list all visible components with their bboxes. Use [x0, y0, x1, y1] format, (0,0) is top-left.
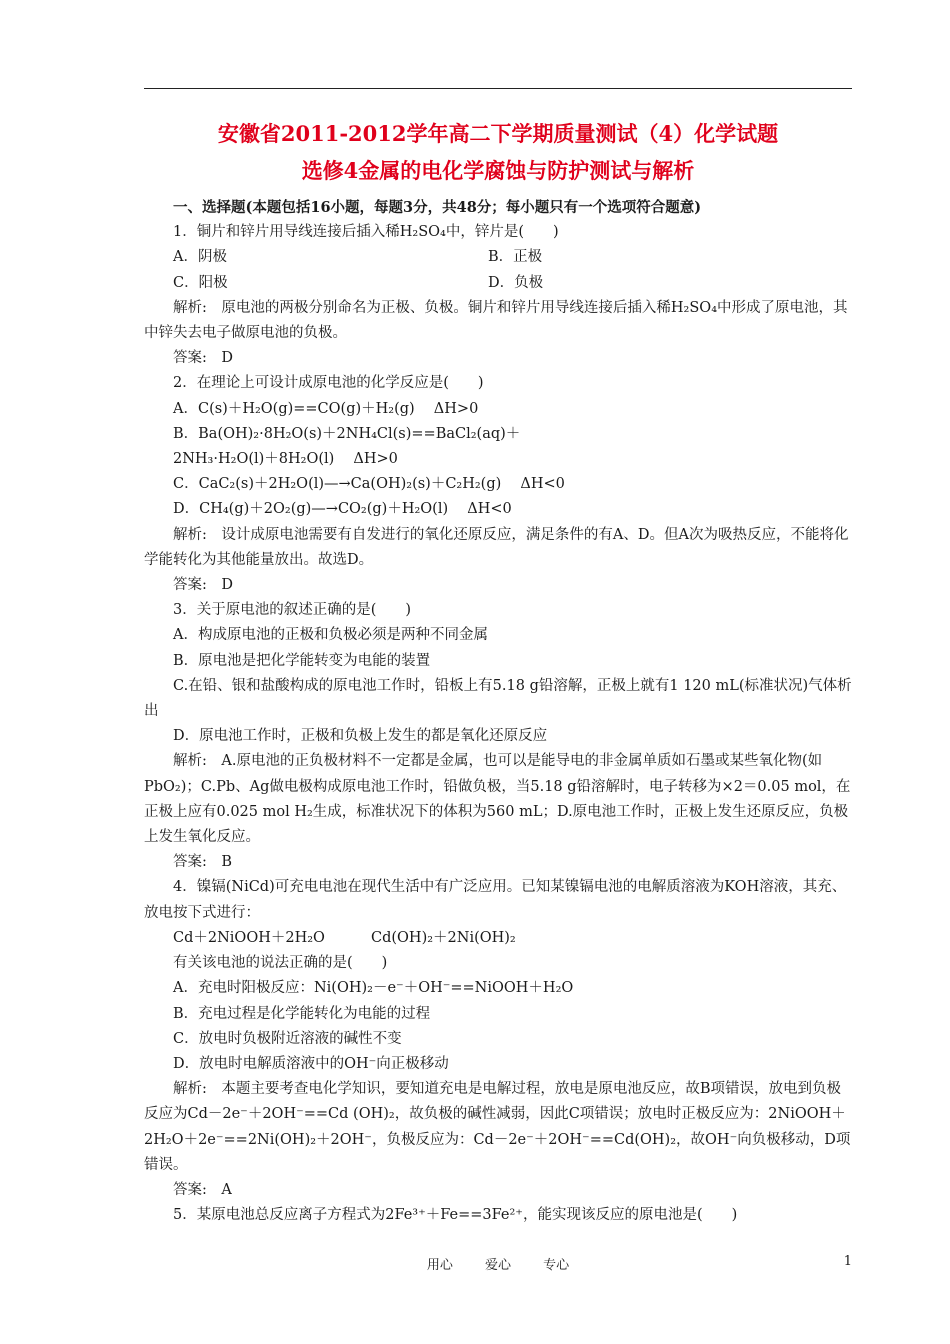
q1-stem-part: SO	[418, 224, 441, 241]
footer-motto: 用心 爱心 专心	[426, 1258, 570, 1273]
question-2-analysis: 解析: 设计成原电池需要有自发进行的氧化还原反应，满足条件的有A、D。但A次为吸热反应，不能将化学能转化为其他能量放出。故选D。	[144, 526, 849, 568]
q1-option-b: B．正极	[488, 249, 543, 266]
q3-option-b: B．原电池是把化学能转变为电能的装置	[173, 652, 431, 669]
question-4-stem: 4．镍镉(NiCd)可充电电池在现代生活中有广泛应用。已知某镍镉电池的电解质溶液为KOH溶液，其充、放电按下式进行：	[144, 879, 847, 921]
page-footer	[144, 1254, 852, 1276]
q4-option-a: A．充电时阳极反应：Ni(OH)₂－e⁻＋OH⁻==NiOOH＋H₂O	[173, 980, 574, 997]
question-4-analysis: 解析: 本题主要考查电化学知识，要知道充电是电解过程，放电是原电池反应，故B项错误，放电到负极反应为Cd－2e⁻＋2OH⁻==Cd (OH)₂，故负极的碱性减弱，因此C项错误；放电时正极反应为：2NiOOH＋2H₂O＋2e⁻==2Ni(OH)₂＋2OH⁻，负极反应为：Cd－2e⁻＋2OH⁻==Cd(OH)₂，故OH⁻向负极移动，D项错误。	[144, 1081, 851, 1173]
q1-analysis-part: 中形成了原电池，其中锌失去电子做原电池的负极。	[144, 299, 848, 342]
q1-stem-part: 中，锌片是( )	[445, 224, 559, 241]
question-1-options-row-1	[144, 245, 852, 270]
page-number: 1	[843, 1254, 852, 1269]
q1-stem-part: 1．铜片和锌片用导线连接后插入稀H	[173, 224, 413, 241]
q3-option-c: C.在铅、银和盐酸构成的原电池工作时，铅板上有5.18 g铅溶解，正极上就有1 120 mL(标准状况)气体析出	[144, 677, 852, 720]
question-1-options-row-2	[144, 271, 852, 296]
question-2-answer: 答案: D	[173, 577, 234, 594]
q4-option-c: C．放电时负极附近溶液的碱性不变	[173, 1030, 402, 1047]
q4-option-d: D．放电时电解质溶液中的OH⁻向正极移动	[173, 1055, 449, 1072]
q3-option-d: D．原电池工作时，正极和负极上发生的都是氧化还原反应	[173, 728, 548, 745]
q1-analysis-part: SO	[689, 299, 712, 316]
q4-equation	[144, 926, 852, 951]
question-1-stem: 1．铜片和锌片用导线连接后插入稀H₂SO₄中，锌片是( )	[173, 224, 559, 241]
q1-option-d: D．负极	[488, 274, 544, 291]
question-4-answer: 答案: A	[173, 1181, 232, 1198]
question-2-stem: 2．在理论上可设计成原电池的化学反应是( )	[173, 375, 484, 392]
q1-analysis-part: 解析: 原电池的两极分别命名为正极、负极。铜片和锌片用导线连接后插入稀H	[173, 299, 684, 316]
section-heading: 一、选择题(本题包括16小题，每题3分，共48分；每小题只有一个选项符合题意)	[173, 199, 702, 216]
q2-option-b-line1: B．Ba(OH)₂·8H₂O(s)＋2NH₄Cl(s)==BaCl₂(aq)＋	[173, 425, 521, 442]
q2-option-d: D．CH₄(g)＋2O₂(g)—→CO₂(g)＋H₂O(l) ΔH<0	[173, 501, 512, 518]
question-4-substem: 有关该电池的说法正确的是( )	[173, 955, 388, 972]
q1-option-a: A．阴极	[173, 249, 227, 266]
document-title: 安徽省2011-2012学年高二下学期质量测试（4）化学试题	[217, 121, 779, 146]
q3-option-a: A．构成原电池的正极和负极必须是两种不同金属	[173, 627, 488, 644]
question-3-stem: 3．关于原电池的叙述正确的是( )	[173, 602, 412, 619]
q4-option-b: B．充电过程是化学能转化为电能的过程	[173, 1005, 431, 1022]
q2-option-c: C．CaC₂(s)＋2H₂O(l)—→Ca(OH)₂(s)＋C₂H₂(g) ΔH<0	[173, 476, 565, 493]
q2-option-b-line2: 2NH₃·H₂O(l)＋8H₂O(l) ΔH>0	[173, 451, 398, 468]
question-3-answer: 答案: B	[173, 854, 233, 871]
q1-option-c: C．阳极	[173, 274, 228, 291]
document-subtitle: 选修4金属的电化学腐蚀与防护测试与解析	[301, 158, 695, 183]
q4-equation-right: Cd(OH)₂＋2Ni(OH)₂	[371, 929, 516, 946]
document-body	[144, 195, 852, 1228]
question-1-analysis: 解析: 原电池的两极分别命名为正极、负极。铜片和锌片用导线连接后插入稀H₂SO₄中形成了原电池，其中锌失去电子做原电池的负极。	[144, 299, 848, 342]
question-5-stem: 5．某原电池总反应离子方程式为2Fe³⁺＋Fe==3Fe²⁺，能实现该反应的原电池是( )	[173, 1207, 738, 1224]
q2-option-a: A．C(s)＋H₂O(g)==CO(g)＋H₂(g) ΔH>0	[173, 400, 479, 417]
q4-equation-left: Cd＋2NiOOH＋2H₂O	[173, 929, 325, 946]
header-rule	[144, 88, 852, 89]
question-1-answer: 答案: D	[173, 350, 234, 367]
question-3-analysis: 解析: A.原电池的正负极材料不一定都是金属，也可以是能导电的非金属单质如石墨或某些氧化物(如PbO₂)；C.Pb、Ag做电极构成原电池工作时，铅做负极，当5.18 g铅溶解时，电子转移为×2＝0.05 mol，在正极上应有0.025 mol H₂生成，标准状况下的体积为560 mL；D.原电池工作时，正极上发生还原反应，负极上发生氧化反应。	[144, 753, 851, 846]
